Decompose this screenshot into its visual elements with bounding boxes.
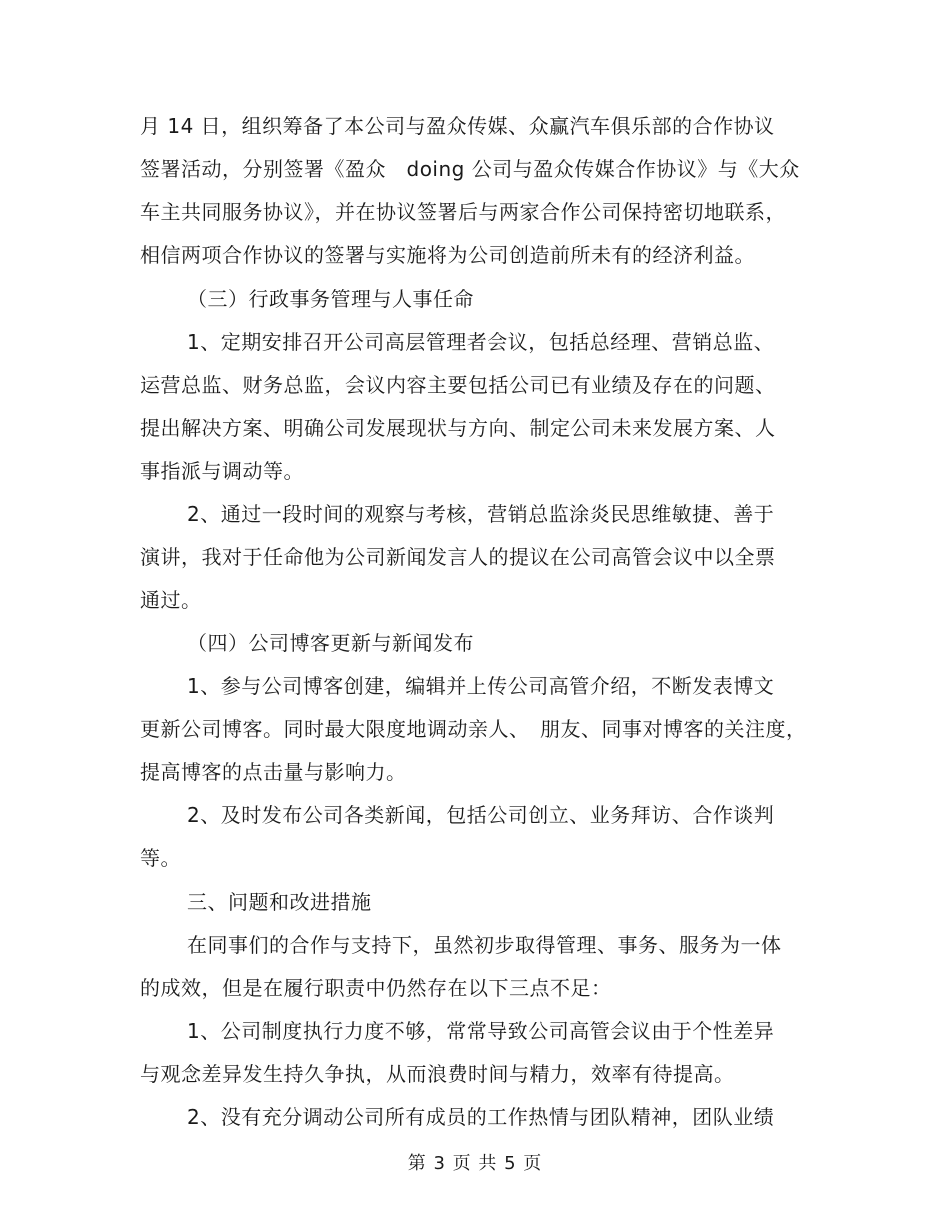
paragraph-line: 与观念差异发生持久争执，从而浪费时间与精力，效率有待提高。 xyxy=(140,1062,735,1086)
paragraph-line: 1、参与公司博客创建，编辑并上传公司高管介绍，不断发表博文 xyxy=(187,674,775,698)
paragraph-line: 2、通过一段时间的观察与考核，营销总监涂炎民思维敏捷、善于 xyxy=(187,502,775,526)
paragraph-line: 的成效，但是在履行职责中仍然存在以下三点不足： xyxy=(140,976,612,1000)
paragraph-line: 2、及时发布公司各类新闻，包括公司创立、业务拜访、合作谈判 xyxy=(187,803,775,827)
paragraph-line: 相信两项合作协议的签署与实施将为公司创造前所未有的经济利益。 xyxy=(140,243,755,267)
paragraph-line: 运营总监、财务总监，会议内容主要包括公司已有业绩及存在的问题、 xyxy=(140,373,776,397)
paragraph-line: 车主共同服务协议》，并在协议签署后与两家合作公司保持密切地联系， xyxy=(140,200,786,224)
paragraph-line: 更新公司博客。同时最大限度地调动亲人、 朋友、同事对博客的关注度， xyxy=(140,717,807,741)
paragraph-line: 提高博客的点击量与影响力。 xyxy=(140,760,407,784)
paragraph-line: 签署活动，分别签署《盈众 doing 公司与盈众传媒合作协议》与《大众 xyxy=(140,157,800,181)
paragraph-line: 1、公司制度执行力度不够，常常导致公司高管会议由于个性差异 xyxy=(187,1019,775,1043)
paragraph-line: 1、定期安排召开公司高层管理者会议，包括总经理、营销总监、 xyxy=(187,330,775,354)
paragraph-line: 演讲，我对于任命他为公司新闻发言人的提议在公司高管会议中以全票 xyxy=(140,545,776,569)
paragraph-line: 2、没有充分调动公司所有成员的工作热情与团队精神，团队业绩 xyxy=(187,1105,775,1129)
section-heading: 三、问题和改进措施 xyxy=(187,890,372,914)
section-heading: （四）公司博客更新与新闻发布 xyxy=(187,631,474,655)
paragraph-line: 月 14 日，组织筹备了本公司与盈众传媒、众赢汽车俱乐部的合作协议 xyxy=(140,114,775,138)
page-number-footer: 第 3 页 共 5 页 xyxy=(407,1153,543,1174)
paragraph-line: 事指派与调动等。 xyxy=(140,459,304,483)
paragraph-line: 提出解决方案、明确公司发展现状与方向、制定公司未来发展方案、人 xyxy=(140,416,776,440)
paragraph-line: 在同事们的合作与支持下，虽然初步取得管理、事务、服务为一体 xyxy=(187,933,782,957)
paragraph-line: 等。 xyxy=(140,846,181,870)
section-heading: （三）行政事务管理与人事任命 xyxy=(187,287,474,311)
paragraph-line: 通过。 xyxy=(140,588,202,612)
